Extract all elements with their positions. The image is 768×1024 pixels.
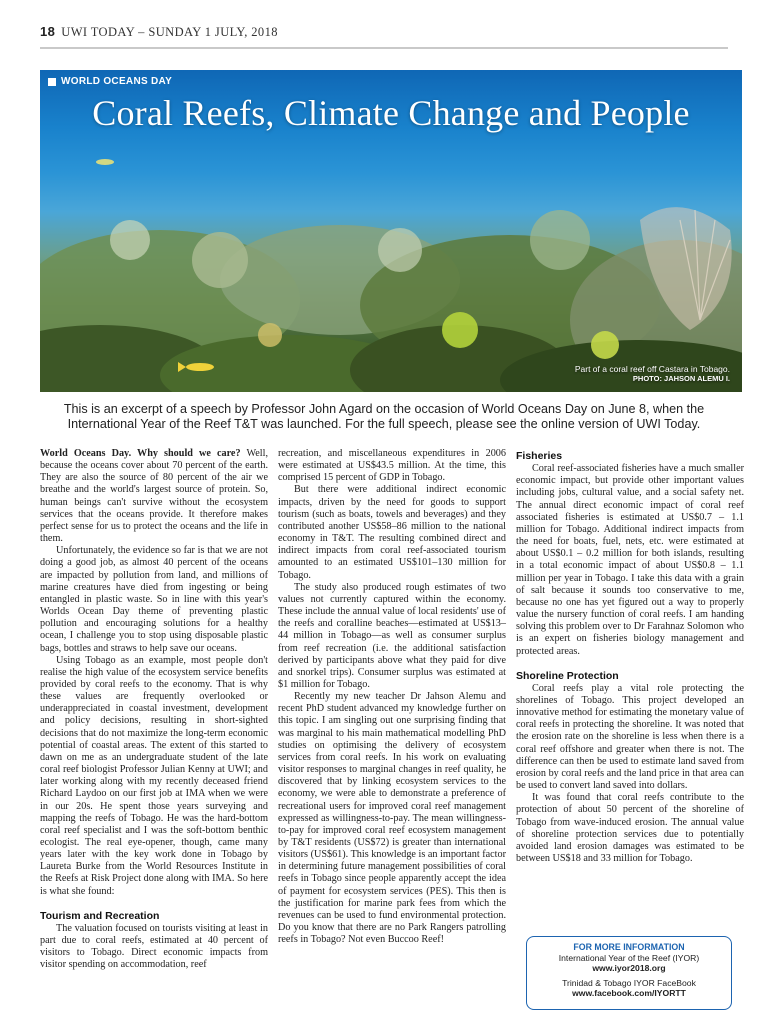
hero-photo xyxy=(40,70,742,392)
info-box-line: International Year of the Reef (IYOR) xyxy=(558,952,700,963)
column-2 xyxy=(278,448,506,946)
paragraph: Coral reefs play a vital role protecting the shorelines of Tobago. This project developed an innovative method for estimating the monetary value of coral reefs in protecting the shoreline. It was noted that the erosion rate on the shoreline is less when there is a coral reef offshore and greater when there is not. The difference can then be used to estimate land saved from erosion by coral reefs and the land price in that area can be used to convert land saved into dollars. xyxy=(516,682,744,792)
paragraph: The valuation focused on tourists visiting at least in part due to coral reefs, estimated at 40 percent of visitors to Tobago. Direct economic impacts from visitor spending on accommodation, reef xyxy=(40,922,268,971)
facebook-link[interactable]: www.facebook.com/IYORTT xyxy=(572,988,686,999)
column-3 xyxy=(516,448,744,865)
section-tag xyxy=(48,76,172,87)
iyor-website-link[interactable]: www.iyor2018.org xyxy=(592,963,666,974)
subheading-fisheries: Fisheries xyxy=(516,450,563,462)
paragraph: Using Tobago as an example, most people don't realise the high value of the ecosystem service benefits provided by coral reefs to the economy. That is why these values are frequently overlooked or underappreciated in coastal investment, development and policy decisions, resulting in short-sighted decisions that do not maximize the long-term economic potential of coastal areas. The extent of this started to dawn on me as an undergraduate student of the late coral reef biologist Professor Julian Kenny at UWI; and later working along with my recently deceased friend Richard Laydoo on our first job at IMA when we were in our 20s. He spent those years surveying and mapping the reefs of Tobago. He was the hard-bottom coral reef specialist and I was the soft-bottom benthic ecologist. The real eye-opener, though, came many years later with the key work done in Tobago by Laureta Burke from the World Resources Institute in the Reefs at Risk Project done along with IMA. So here is what she found: xyxy=(40,654,268,897)
header-rule xyxy=(40,47,728,49)
caption-text: Part of a coral reef off Castara in Tobago. xyxy=(574,364,730,374)
photo-credit: PHOTO: JAHSON ALEMU I. xyxy=(632,374,730,383)
running-head-text: UWI TODAY – SUNDAY 1 JULY, 2018 xyxy=(61,25,278,39)
more-info-box xyxy=(526,936,732,1010)
paragraph: Coral reef-associated fisheries have a much smaller economic impact, but provide other important values including jobs, cultural value, and a social safety net. The annual direct economic impact of coral reef associated fisheries is estimated at US$0.7 – 1.1 million for Tobago. Additional indirect impacts from the need for boats, fuel, nets, etc. were estimated at about US$0.1 – 0.2 million for both islands, resulting in a total economic impact of about US$0.8 – 1.1 million per year in Tobago. I take this data with a grain of salt because it sounds too conservative to me, because no one has yet figured out a way to properly value the nursery function of coral reefs. I am handing solving this problem over to Dr Farahnaz Solomon who is an expert on fisheries biology management and protected areas. xyxy=(516,463,744,657)
column-1 xyxy=(40,448,268,972)
lead-in: World Oceans Day. Why should we care? xyxy=(40,448,241,459)
paragraph: Unfortunately, the evidence so far is that we are not doing a good job, as almost 40 percent of the oceans are impacted by pollution from land, and millions of marine creatures have died from ingesting or being entangled in plastic waste. So in line with this year's Worlds Ocean Day theme of preventing plastic pollution and encouraging solutions for a healthy ocean, I challenge you to stop using disposable plastic bags, bottles and straws to help save our oceans. xyxy=(40,545,268,654)
intro-deck: This is an excerpt of a speech by Professor John Agard on the occasion of World Oceans Day on June 8, when the International Year of the Reef T&T was launched. For the full speech, please see the online version of UWI Today. xyxy=(63,402,705,431)
section-marker-icon xyxy=(48,78,56,86)
subheading-shoreline: Shoreline Protection xyxy=(516,669,619,682)
paragraph: It was found that coral reefs contribute to the protection of about 50 percent of the shoreline of Tobago from wave-induced erosion. The annual value of shoreline protection services due to potentially avoided land erosion damages was estimated to be between US$18 and 33 million for Tobago. xyxy=(516,792,744,864)
photo-caption xyxy=(575,364,730,384)
subheading-tourism: Tourism and Recreation xyxy=(40,909,160,922)
paragraph: recreation, and miscellaneous expenditures in 2006 were estimated at US$43.5 million. At the time, this comprised 15 percent of GDP in Tobago. xyxy=(278,448,506,484)
paragraph: But there were additional indirect economic impacts, driven by the need for goods to support tourism (such as boats, towels and beverages) and they contributed another US$58–86 million to the national economy in T&T. The resulting combined direct and indirect impacts from coral reef-associated tourism amounted to an estimated US$101–130 million for Tobago. xyxy=(278,484,506,581)
headline: Coral Reefs, Climate Change and People xyxy=(92,93,690,133)
paragraph xyxy=(40,448,268,545)
page-number: 18 xyxy=(40,24,56,39)
paragraph-text: Well, because the oceans cover about 70 percent of the earth. They are also the source of 80 percent of the air we breathe and the world's largest source of protein. So, human beings can't survive without the ecosystem services that the oceans provide. It therefore makes perfect sense for us to protect the oceans and the life in them. xyxy=(40,448,268,545)
info-box-title: FOR MORE INFORMATION xyxy=(573,942,685,952)
running-head xyxy=(40,24,728,46)
section-tag-label: WORLD OCEANS DAY xyxy=(61,76,173,87)
paragraph: Recently my new teacher Dr Jahson Alemu and recent PhD student advanced my knowledge further on this topic. I am singling out one surprising finding that was marginal to his main mathematical modelling PhD studies on optimising the delivery of ecosystem services from coral reefs. In his work on evaluating visitor responses to marginal changes in reef quality, he discovered that by linking ecosystem services to the economy, we were able to demonstrate a preference of recreational users for improved coral reef management expressed as willingness-to-pay. The mean willingness-to-pay for improved coral reef ecosystem management by T&T residents (US$72) is greater than international visitors (US$61). This knowledge is an important factor in determining future management possibilities of coral reefs in Tobago since people apparently accept the idea of payment for ecosystem services (PES). This then is the justification for marine park fees from which the revenues can be used to fund environmental protection. Do you know that there are no Park Rangers patrolling reefs in Tobago? Not even Buccoo Reef! xyxy=(278,691,506,946)
info-box-line: Trinidad & Tobago IYOR FaceBook xyxy=(562,977,696,988)
paragraph: The study also produced rough estimates of two values not currently captured within the economy. These include the annual value of local residents' use of the reefs and coralline beaches—estimated at US$13–44 million in Tobago—as well as consumer surplus from reef recreation (i.e. the additional satisfaction derived by participants above what they paid for dive and snorkel trips). Consumer surplus was estimated at $1 million for Tobago. xyxy=(278,581,506,690)
